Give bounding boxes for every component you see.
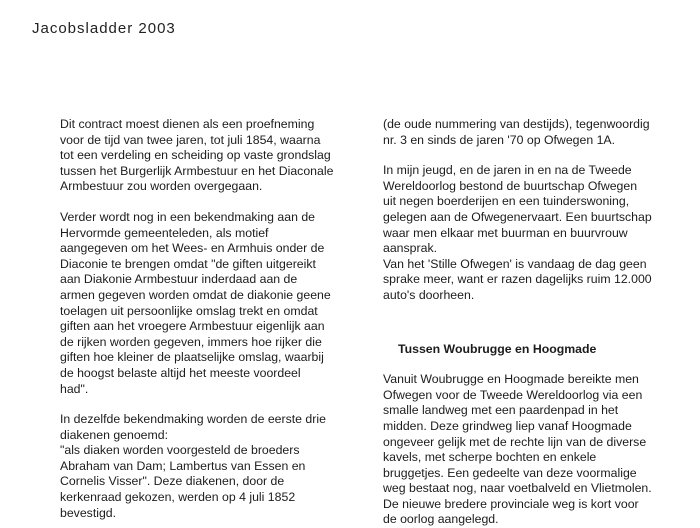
left-column <box>60 117 365 521</box>
left-paragraph-3 <box>60 412 365 521</box>
text-line: Vanuit Woubrugge en Hoogmade bereikte men <box>383 372 639 387</box>
text-line: bruggetjes. Een gedeelte van deze voormalige <box>383 465 637 480</box>
text-line: Hervormde gemeenteleden, als motief <box>60 225 269 240</box>
text-line: Dit contract moest dienen als een proefneming <box>60 117 315 131</box>
text-line: Ofwegen voor de Tweede Wereldoorlog via een <box>383 387 643 402</box>
text-line: In mijn jeugd, en de jaren in en na de Tweede <box>383 163 632 178</box>
text-line: Wereldoorlog bestond de buurtschap Ofwegen <box>383 178 638 193</box>
left-paragraph-1 <box>60 117 365 195</box>
text-line: diakenen genoemd: <box>60 427 169 442</box>
text-line: toelagen uit persoonlijke omslag trekt en omdat <box>60 303 318 318</box>
text-line: "als diaken worden voorgesteld de broeders <box>60 443 300 458</box>
text-line: armen gegeven worden omdat de diakonie geene <box>60 287 331 302</box>
right-column <box>383 117 688 528</box>
text-line: aangegeven om het Wees- en Armhuis onder de <box>60 241 325 256</box>
text-line: Abraham van Dam; Lambertus van Essen en <box>60 458 306 473</box>
text-line: uit negen boerderijen en een tuinderswoning, <box>383 194 630 209</box>
right-paragraph-1 <box>383 117 688 148</box>
text-line: De nieuwe bredere provinciale weg is kort voor <box>383 496 639 511</box>
text-line: nr. 3 en sinds de jaren '70 op Ofwegen 1A. <box>383 132 616 147</box>
text-line: (de oude nummering van destijds), tegenwoordig <box>383 117 650 131</box>
text-line: voor de tijd van twee jaren, tot juli 1854, waarna <box>60 132 321 147</box>
text-line: sprake meer, want er razen dagelijks ruim 12.000 <box>383 272 652 287</box>
text-line: de oorlog aangelegd. <box>383 512 499 527</box>
text-line: Diaconie te brengen omdat "de giften uitgereikt <box>60 256 316 271</box>
page-header <box>32 20 176 37</box>
text-line: waar men elkaar met buurman en buurvrouw <box>383 225 628 240</box>
text-line: In dezelfde bekendmaking worden de eerste drie <box>60 412 326 427</box>
text-line: kavels, met scherpe bochten en enkele <box>383 450 597 465</box>
text-line: Armbestuur zou worden overgegaan. <box>60 179 263 194</box>
text-line: ongeveer gelijk met de rechte lijn van de diverse <box>383 434 647 449</box>
text-line: midden. Deze grindweg liep vanaf Hoogmade <box>383 418 632 433</box>
text-line: gelegen aan de Ofwegenervaart. Een buurtschap <box>383 209 652 224</box>
text-line: de hoogst belaste altijd het meeste voordeel <box>60 365 301 380</box>
text-line: giften aan het vroegere Armbestuur eigenlijk aan <box>60 319 325 334</box>
text-line: kerkenraad gekozen, werden op 4 juli 1852 <box>60 490 296 505</box>
right-paragraph-2 <box>383 163 688 303</box>
text-line: auto's doorheen. <box>383 287 475 302</box>
text-line: smalle landweg met een paardenpad in het <box>383 403 619 418</box>
section-subheading: Tussen Woubrugge en Hoogmade <box>398 341 597 356</box>
header-title: Jacobsladder <box>32 20 134 37</box>
text-line: bevestigd. <box>60 505 117 520</box>
text-line: tot een verdeling en scheiding op vaste grondslag <box>60 148 331 163</box>
text-line: weg bestaat nog, naar voetbalveld en Vlietmolen. <box>383 481 652 496</box>
text-line: Cornelis Visser". Deze diakenen, door de <box>60 474 285 489</box>
text-line: aan Diakonie Armbestuur inderdaad aan de <box>60 272 298 287</box>
header-year: 2003 <box>138 20 176 37</box>
text-line: Verder wordt nog in een bekendmaking aan de <box>60 209 315 224</box>
right-paragraph-3 <box>383 372 688 528</box>
text-line: aansprak. <box>383 241 438 256</box>
text-line: giften hoe kleiner de plaatselijke omslag, waarbij <box>60 350 324 365</box>
text-line: tussen het Burgerlijk Armbestuur en het Diaconale <box>60 163 334 178</box>
text-line: had". <box>60 381 89 396</box>
text-line: de rijken worden gegeven, immers hoe rijker die <box>60 334 322 349</box>
text-line: Van het 'Stille Ofwegen' is vandaag de dag geen <box>383 256 647 271</box>
left-paragraph-2 <box>60 210 365 397</box>
